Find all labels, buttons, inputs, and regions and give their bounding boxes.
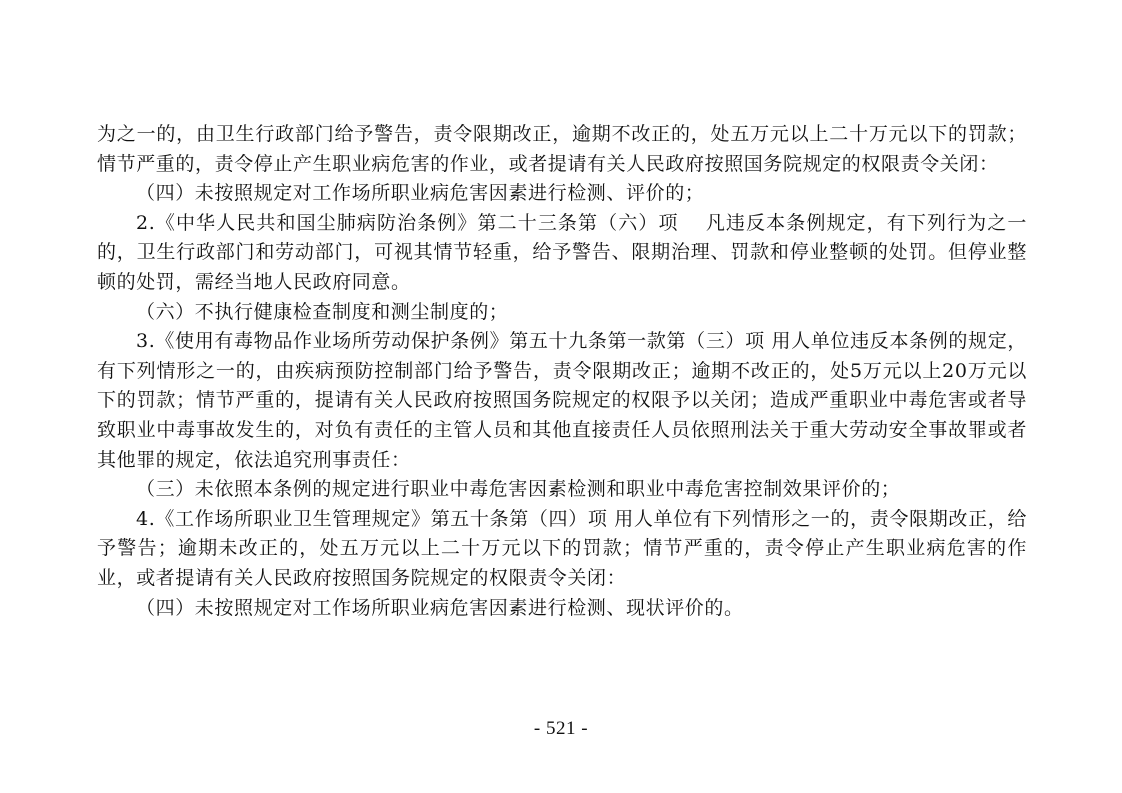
paragraph-1: 为之一的，由卫生行政部门给予警告，责令限期改正，逾期不改正的，处五万元以上二十万元以下的罚款；情节严重的，责令停止产生职业病危害的作业，或者提请有关人民政府按照国务院规定的权限责令关闭： [97, 123, 1027, 175]
paragraph-5: 3.《使用有毒物品作业场所劳动保护条例》第五十九条第一款第（三）项 用人单位违反本条例的规定，有下列情形之一的，由疾病预防控制部门给予警告，责令限期改正；逾期不改正的，处5万元以上20万元以下的罚款；情节严重的，提请有关人民政府按照国务院规定的权限予以关闭；造成严重职业中毒危害或者导致职业中毒事故发生的，对负有责任的主管人员和其他直接责任人员依照刑法关于重大劳动安全事故罪或者其他罪的规定，依法追究刑事责任： [97, 330, 1027, 471]
paragraph-8: （四）未按照规定对工作场所职业病危害因素进行检测、现状评价的。 [136, 596, 744, 619]
document-body [97, 120, 1027, 623]
paragraph-4: （六）不执行健康检查制度和测尘制度的； [136, 300, 509, 323]
paragraph-7: 4.《工作场所职业卫生管理规定》第五十条第（四）项 用人单位有下列情形之一的，责令限期改正，给予警告；逾期未改正的，处五万元以上二十万元以下的罚款；情节严重的，责令停止产生职业病危害的作业，或者提请有关人民政府按照国务院规定的权限责令关闭： [97, 507, 1027, 589]
page-number: - 521 - [533, 718, 589, 739]
paragraph-2: （四）未按照规定对工作场所职业病危害因素进行检测、评价的； [136, 182, 705, 205]
paragraph-3: 2.《中华人民共和国尘肺病防治条例》第二十三条第（六）项 凡违反本条例规定，有下列行为之一的，卫生行政部门和劳动部门，可视其情节轻重，给予警告、限期治理、罚款和停业整顿的处罚。但停业整顿的处罚，需经当地人民政府同意。 [97, 211, 1027, 293]
paragraph-6: （三）未依照本条例的规定进行职业中毒危害因素检测和职业中毒危害控制效果评价的； [136, 478, 901, 501]
